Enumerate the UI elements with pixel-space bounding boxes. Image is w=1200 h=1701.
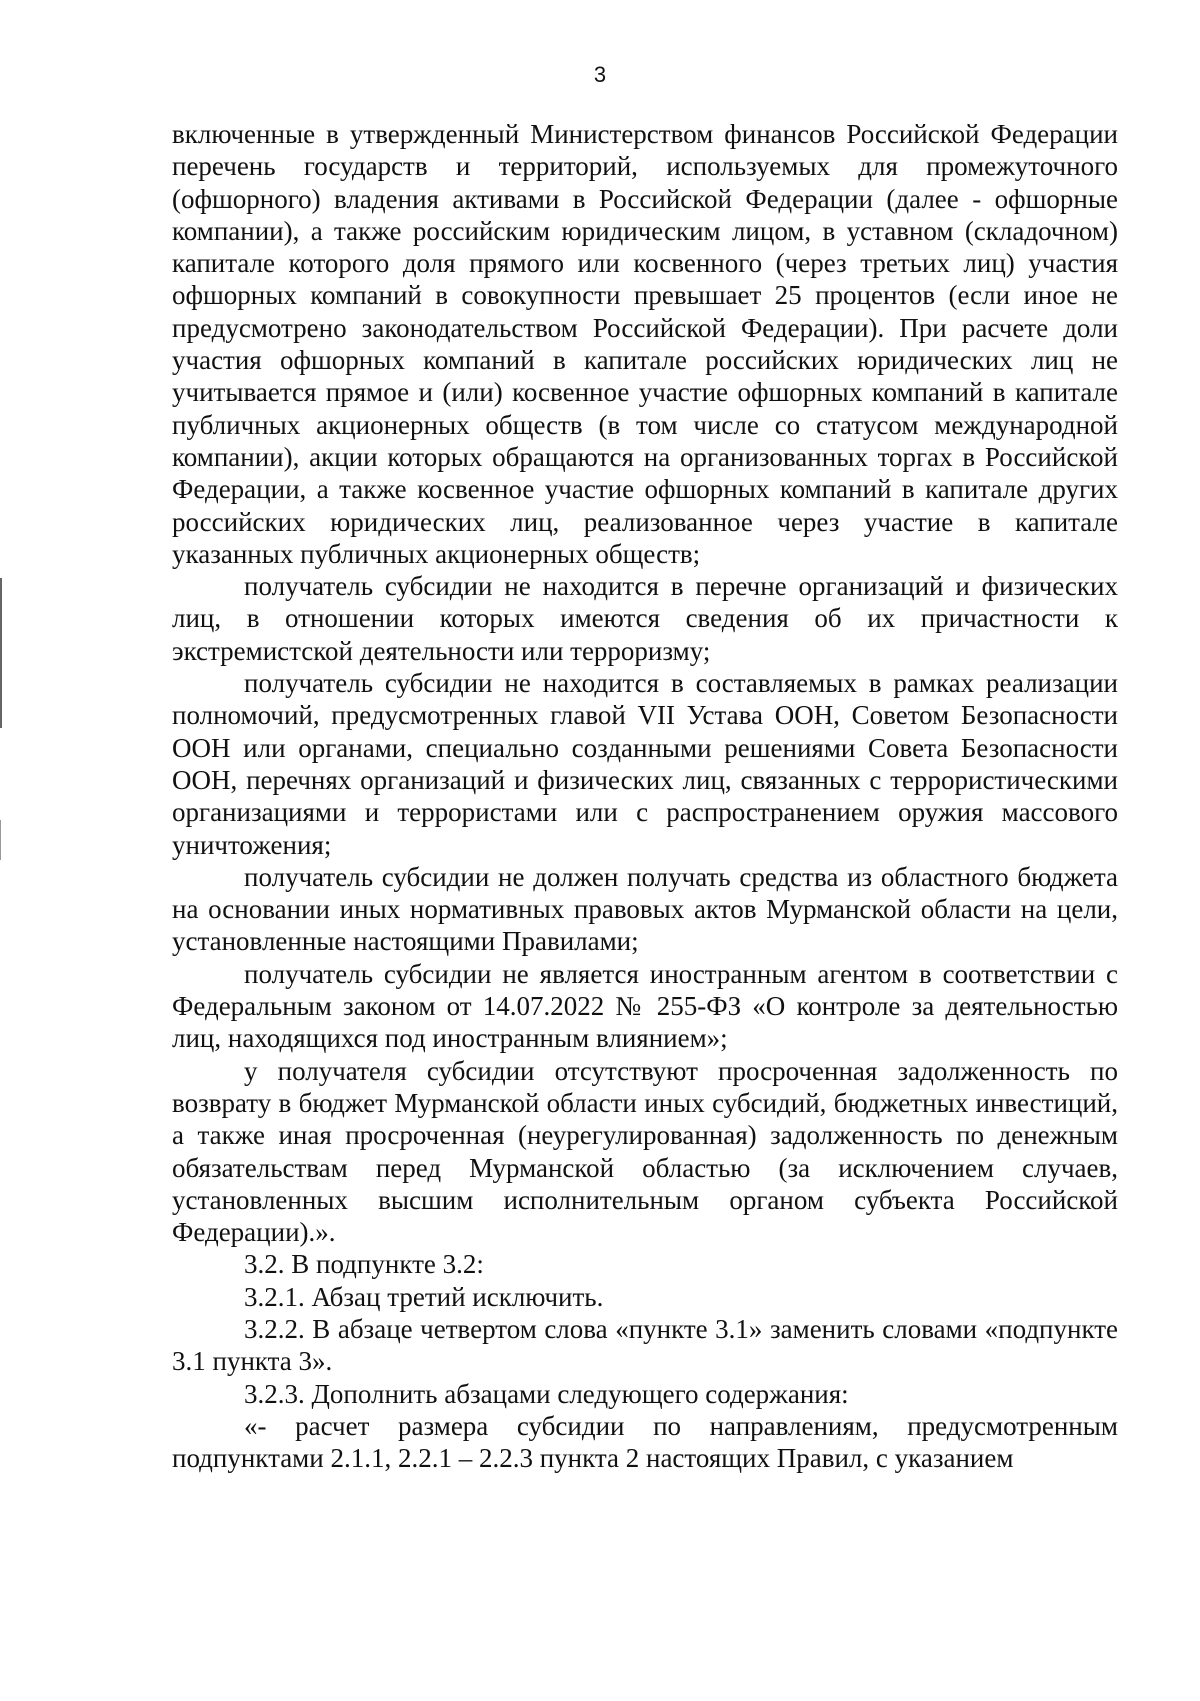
scan-edge-mark — [0, 578, 2, 728]
paragraph-subclause-3-2: 3.2. В подпункте 3.2: — [244, 1249, 484, 1280]
paragraph-subclause-3-2-2: 3.2.2. В абзаце четвертом слова «пункте 3.1» заменить словами «подпункте 3.1 пункта 3». — [172, 1313, 1118, 1377]
document-body — [172, 118, 1118, 1474]
paragraph-offshore-companies: включенные в утвержденный Министерством финансов Российской Федерации перечень государств и территорий, используемых для промежуточного (офшорного) владения активами в Российской Федерации (далее - офшорные компании), а также российским юридическим лицом, в уставном (складочном) капитале которого доля прямого или косвенного (через третьих лиц) участия офшорных компаний в совокупности превышает 25 процентов (если иное не предусмотрено законодательством Российской Федерации). При расчете доли участия офшорных компаний в капитале российских юридических лиц не учитывается прямое и (или) косвенное участие офшорных компаний в капитале публичных акционерных обществ (в том числе со статусом международной компании), акции которых обращаются на организованных торгах в Российской Федерации, а также косвенное участие офшорных компаний в капитале других российских юридических лиц, реализованное через участие в капитале указанных публичных акционерных обществ; — [172, 119, 1118, 569]
scan-edge-mark-small — [0, 820, 1, 860]
page-number: 3 — [593, 62, 607, 87]
paragraph-no-other-budget-funds: получатель субсидии не должен получать средства из областного бюджета на основании иных нормативных правовых актов Мурманской области на цели, установленные настоящими Правилами; — [172, 861, 1118, 957]
paragraph-foreign-agent: получатель субсидии не является иностранным агентом в соответствии с Федеральным законом от 14.07.2022 № 255-ФЗ «О контроле за деятельностью лиц, находящихся под иностранным влиянием»; — [172, 958, 1118, 1054]
paragraph-subclause-3-2-3: 3.2.3. Дополнить абзацами следующего содержания: — [244, 1378, 849, 1409]
paragraph-no-overdue-debt: у получателя субсидии отсутствуют просроченная задолженность по возврату в бюджет Мурманской области иных субсидий, бюджетных инвестиций, а также иная просроченная (неурегулированная) задолженность по денежным обязательствам перед Мурманской областью (за исключением случаев, установленных высшим исполнительным органом субъекта Российской Федерации).». — [172, 1055, 1118, 1248]
paragraph-subsidy-calculation: «- расчет размера субсидии по направлениям, предусмотренным подпунктами 2.1.1, 2.2.1 – 2.2.3 пункта 2 настоящих Правил, с указанием — [172, 1410, 1118, 1474]
paragraph-subclause-3-2-1: 3.2.1. Абзац третий исключить. — [244, 1281, 604, 1312]
paragraph-un-security-council-list: получатель субсидии не находится в составляемых в рамках реализации полномочий, предусмотренных главой VII Устава ООН, Советом Безопасности ООН или органами, специально созданными решениями Совета Безопасности ООН, перечнях организаций и физических лиц, связанных с террористическими организациями и террористами или с распространением оружия массового уничтожения; — [172, 668, 1118, 860]
paragraph-extremism-list: получатель субсидии не находится в перечне организаций и физических лиц, в отношении которых имеются сведения об их причастности к экстремистской деятельности или терроризму; — [172, 571, 1118, 666]
